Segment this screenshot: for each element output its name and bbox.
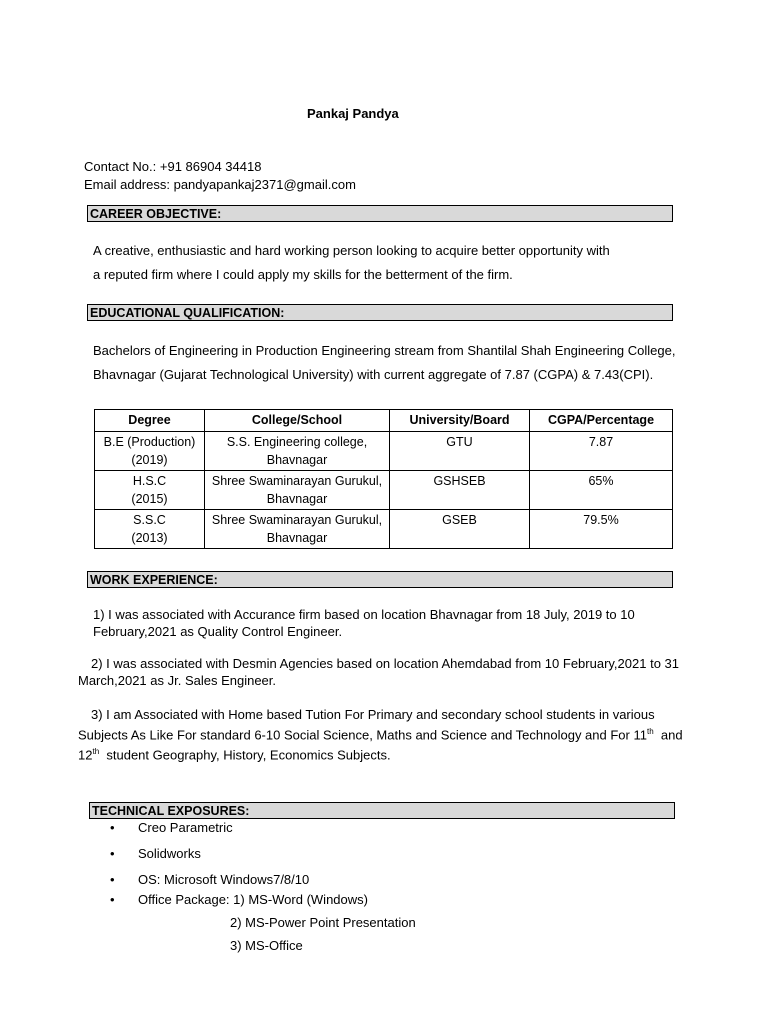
work-item-3: 3) I am Associated with Home based Tution For Primary and secondary school students in various Subjects As Like For standard 6-10 Social Science, Maths and Science and Technology and For 11th and 12th student Geography, History, Economics Subjects. [78, 707, 683, 763]
table-row [95, 432, 673, 471]
cell-degree: H.S.C (2015) [95, 471, 205, 510]
section-work-experience: WORK EXPERIENCE: [87, 571, 673, 588]
office-sub-item: 3) MS-Office [230, 938, 303, 953]
bullet-icon: • [110, 846, 115, 861]
bullet-icon: • [110, 892, 115, 907]
cell-college: Shree Swaminarayan Gurukul, Bhavnagar [205, 471, 390, 510]
section-career-objective: CAREER OBJECTIVE: [87, 205, 673, 222]
office-sub-item: 2) MS-Power Point Presentation [230, 915, 416, 930]
cell-degree: S.S.C (2013) [95, 510, 205, 549]
header-college: College/School [205, 410, 390, 432]
section-educational-qualification: EDUCATIONAL QUALIFICATION: [87, 304, 673, 321]
bullet-icon: • [110, 872, 115, 887]
career-line: A creative, enthusiastic and hard working person looking to acquire better opportunity with [93, 243, 610, 258]
table-header-row [95, 410, 673, 432]
education-line: Bhavnagar (Gujarat Technological University) with current aggregate of 7.87 (CGPA) & 7.43(CPI). [93, 367, 654, 382]
contact-email: Email address: pandyapankaj2371@gmail.com [84, 177, 356, 192]
cell-university: GTU [390, 432, 530, 471]
contact-block [84, 158, 356, 194]
cell-university: GSEB [390, 510, 530, 549]
career-objective-text [93, 239, 610, 287]
education-text [93, 339, 675, 387]
cell-college: Shree Swaminarayan Gurukul, Bhavnagar [205, 510, 390, 549]
bullet-icon: • [110, 820, 115, 835]
cell-degree: B.E (Production) (2019) [95, 432, 205, 471]
cell-university: GSHSEB [390, 471, 530, 510]
cell-cgpa: 7.87 [530, 432, 673, 471]
resume-name: Pankaj Pandya [307, 106, 399, 121]
contact-phone: Contact No.: +91 86904 34418 [84, 159, 262, 174]
cell-cgpa: 65% [530, 471, 673, 510]
header-cgpa: CGPA/Percentage [530, 410, 673, 432]
header-degree: Degree [95, 410, 205, 432]
cell-college: S.S. Engineering college, Bhavnagar [205, 432, 390, 471]
table-row [95, 471, 673, 510]
table-row [95, 510, 673, 549]
work-item-1: 1) I was associated with Accurance firm based on location Bhavnagar from 18 July, 2019 to 10 February,2021 as Quality Control Engineer. [93, 607, 635, 639]
cell-cgpa: 79.5% [530, 510, 673, 549]
education-table [94, 409, 673, 549]
education-line: Bachelors of Engineering in Production Engineering stream from Shantilal Shah Engineering College, [93, 343, 676, 358]
work-item-2: 2) I was associated with Desmin Agencies based on location Ahemdabad from 10 February,2021 to 31 March,2021 as Jr. Sales Engineer. [78, 656, 679, 688]
section-technical-exposures: TECHNICAL EXPOSURES: [89, 802, 675, 819]
header-university: University/Board [390, 410, 530, 432]
career-line: a reputed firm where I could apply my skills for the betterment of the firm. [93, 267, 513, 282]
